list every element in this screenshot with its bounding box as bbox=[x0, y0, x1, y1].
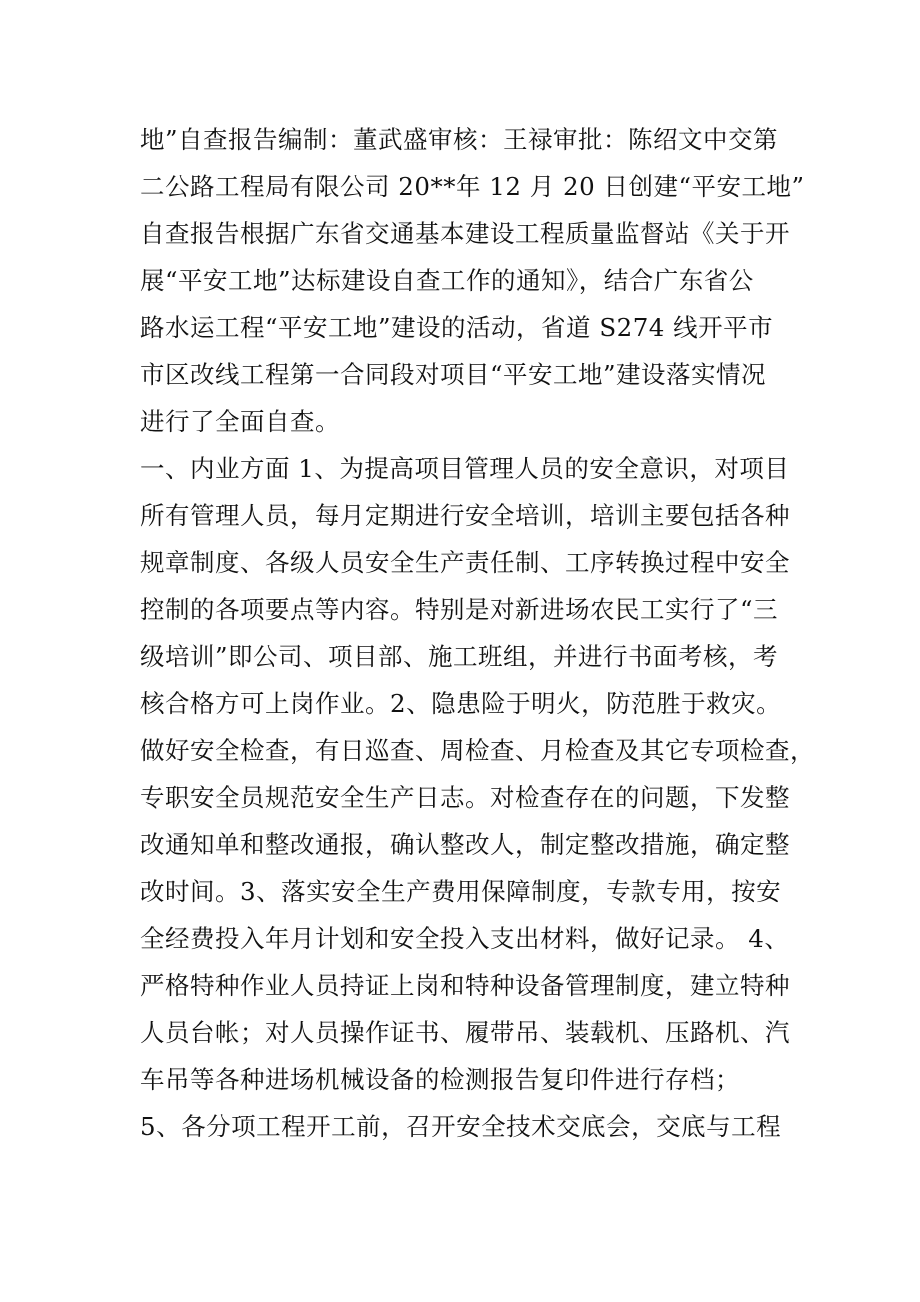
text-line: 严格特种作业人员持证上岗和特种设备管理制度，建立特种 bbox=[140, 971, 790, 1000]
text-line: 车吊等各种进场机械设备的检测报告复印件进行存档； bbox=[140, 1065, 740, 1094]
text-line: 路水运工程“平安工地”建设的活动，省道 S274 线开平市 bbox=[140, 313, 774, 342]
text-line: 专职安全员规范安全生产日志。对检查存在的问题，下发整 bbox=[140, 783, 790, 812]
text-line: 改通知单和整改通报，确认整改人，制定整改措施，确定整 bbox=[140, 830, 790, 859]
text-line: 展“平安工地”达标建设自查工作的通知》，结合广东省公 bbox=[140, 266, 754, 295]
text-line: 市区改线工程第一合同段对项目“平安工地”建设落实情况 bbox=[140, 360, 767, 389]
text-line: 所有管理人员，每月定期进行安全培训，培训主要包括各种 bbox=[140, 501, 790, 530]
text-line: 5、各分项工程开工前，召开安全技术交底会，交底与工程 bbox=[140, 1112, 782, 1141]
text-line: 二公路工程局有限公司 20**年 12 月 20 日创建“平安工地” bbox=[140, 172, 805, 201]
text-line: 一、内业方面 1、为提高项目管理人员的安全意识，对项目 bbox=[140, 454, 790, 483]
text-line: 进行了全面自查。 bbox=[140, 407, 340, 436]
text-line: 地”自查报告编制：董武盛审核：王禄审批：陈绍文中交第 bbox=[140, 125, 779, 154]
text-line: 自查报告根据广东省交通基本建设工程质量监督站《关于开 bbox=[140, 219, 790, 248]
text-line: 改时间。3、落实安全生产费用保障制度，专款专用，按安 bbox=[140, 877, 782, 906]
text-line: 核合格方可上岗作业。2、隐患险于明火，防范胜于救灾。 bbox=[140, 689, 782, 718]
text-line: 全经费投入年月计划和安全投入支出材料，做好记录。 4、 bbox=[140, 924, 790, 953]
text-line: 控制的各项要点等内容。特别是对新进场农民工实行了“三 bbox=[140, 595, 779, 624]
text-line: 做好安全检查，有日巡查、周检查、月检查及其它专项检查， bbox=[140, 736, 815, 765]
text-line: 级培训”即公司、项目部、施工班组，并进行书面考核，考 bbox=[140, 642, 779, 671]
text-line: 人员台帐；对人员操作证书、履带吊、装载机、压路机、汽 bbox=[140, 1018, 790, 1047]
text-line: 规章制度、各级人员安全生产责任制、工序转换过程中安全 bbox=[140, 548, 790, 577]
document-body bbox=[140, 116, 815, 1150]
